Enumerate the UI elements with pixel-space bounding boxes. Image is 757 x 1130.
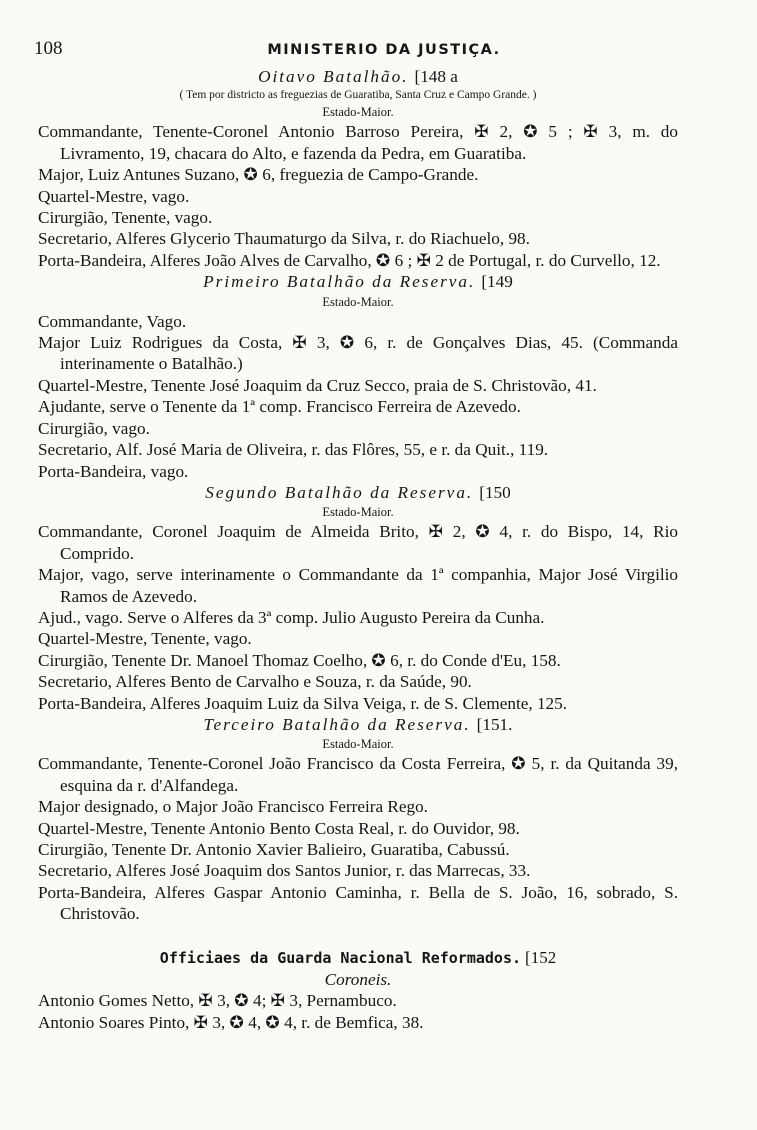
section-subtitle: Estado-Maior. bbox=[322, 105, 394, 120]
section-primeiro-batalhao-reserva bbox=[38, 271, 678, 482]
entry: Secretario, Alferes Glycerio Thaumaturgo da Silva, r. do Riachuelo, 98. bbox=[38, 229, 530, 249]
section-heading bbox=[38, 947, 678, 969]
section-note: ( Tem por districto as freguezias de Guaratiba, Santa Cruz e Campo Grande. ) bbox=[179, 89, 537, 102]
section-heading bbox=[38, 271, 678, 292]
entry: Antonio Gomes Netto, ✠ 3, ✪ 4; ✠ 3, Pernambuco. bbox=[38, 991, 397, 1011]
section-heading bbox=[38, 66, 678, 87]
section-subtitle: Estado-Maior. bbox=[322, 505, 394, 520]
entry: Major Luiz Rodrigues da Costa, ✠ 3, ✪ 6, r. de Gonçalves Dias, 45. (Commanda interinamente o Batalhão.) bbox=[38, 333, 678, 374]
entry: Cirurgião, Tenente, vago. bbox=[38, 208, 213, 228]
page-number: 108 bbox=[34, 38, 63, 59]
section-heading bbox=[38, 482, 678, 503]
journal-title: MINISTERIO DA JUSTIÇA. bbox=[267, 42, 501, 58]
entry: Major designado, o Major João Francisco Ferreira Rego. bbox=[38, 797, 428, 817]
entry: Quartel-Mestre, Tenente José Joaquim da Cruz Secco, praia de S. Christovão, 41. bbox=[38, 375, 597, 395]
section-officiaes-reformados bbox=[38, 947, 678, 1034]
section-ref: [152 bbox=[525, 947, 557, 967]
section-title: Primeiro Batalhão da Reserva. bbox=[203, 272, 476, 292]
entry: Ajudante, serve o Tenente da 1ª comp. Francisco Ferreira de Azevedo. bbox=[38, 397, 521, 417]
section-title: Oitavo Batalhão. bbox=[258, 67, 409, 86]
section-segundo-batalhao-reserva bbox=[38, 482, 678, 714]
entry: Secretario, Alf. José Maria de Oliveira, r. das Flôres, 55, e r. da Quit., 119. bbox=[38, 440, 549, 460]
page-content bbox=[38, 66, 678, 1033]
section-title: Terceiro Batalhão da Reserva. bbox=[203, 714, 471, 734]
entry: Quartel-Mestre, Tenente Antonio Bento Costa Real, r. do Ouvidor, 98. bbox=[38, 818, 520, 838]
entry: Major, vago, serve interinamente o Commandante da 1ª companhia, Major José Virgilio Ramos de Azevedo. bbox=[38, 565, 678, 606]
entry: Major, Luiz Antunes Suzano, ✪ 6, freguezia de Campo-Grande. bbox=[38, 165, 479, 185]
entry: Porta-Bandeira, vago. bbox=[38, 461, 189, 481]
section-subtitle: Estado-Maior. bbox=[322, 737, 394, 752]
entry: Commandante, Coronel Joaquim de Almeida Brito, ✠ 2, ✪ 4, r. do Bispo, 14, Rio Comprido. bbox=[38, 522, 678, 563]
entry: Porta-Bandeira, Alferes Gaspar Antonio Caminha, r. Bella de S. João, 16, sobrado, S. Christovão. bbox=[38, 882, 678, 924]
section-ref: [151. bbox=[476, 714, 513, 734]
entry: Commandante, Tenente-Coronel João Francisco da Costa Ferreira, ✪ 5, r. da Quitanda 39, esquina da r. d'Alfandega. bbox=[38, 754, 678, 795]
entry: Quartel-Mestre, Tenente, vago. bbox=[38, 629, 252, 649]
section-title: Segundo Batalhão da Reserva. bbox=[205, 482, 474, 502]
running-head bbox=[34, 38, 734, 64]
entry: Ajud., vago. Serve o Alferes da 3ª comp. Julio Augusto Pereira da Cunha. bbox=[38, 607, 545, 627]
section-title: Officiaes da Guarda Nacional Reformados. bbox=[159, 948, 522, 967]
entry: Quartel-Mestre, vago. bbox=[38, 186, 190, 206]
entry: Porta-Bandeira, Alferes João Alves de Carvalho, ✪ 6 ; ✠ 2 de Portugal, r. do Curvello, 12. bbox=[38, 250, 661, 270]
entry: Secretario, Alferes Bento de Carvalho e Souza, r. da Saúde, 90. bbox=[38, 672, 472, 692]
section-terceiro-batalhao-reserva bbox=[38, 714, 678, 925]
section-ref: [150 bbox=[479, 482, 511, 502]
entry: Cirurgião, Tenente Dr. Manoel Thomaz Coelho, ✪ 6, r. do Conde d'Eu, 158. bbox=[38, 650, 561, 670]
section-ref: [148 a bbox=[414, 67, 458, 86]
section-heading bbox=[38, 714, 678, 735]
entry: Cirurgião, vago. bbox=[38, 418, 150, 438]
entry: Commandante, Vago. bbox=[38, 311, 187, 331]
entry: Commandante, Tenente-Coronel Antonio Barroso Pereira, ✠ 2, ✪ 5 ; ✠ 3, m. do Livramento, 19, chacara do Alto, e fazenda da Pedra, em Guaratiba. bbox=[38, 122, 678, 163]
entry: Porta-Bandeira, Alferes Joaquim Luiz da Silva Veiga, r. de S. Clemente, 125. bbox=[38, 693, 568, 713]
section-oitavo-batalhao bbox=[38, 66, 678, 271]
entry: Secretario, Alferes José Joaquim dos Santos Junior, r. das Marrecas, 33. bbox=[38, 861, 531, 881]
section-subtitle: Estado-Maior. bbox=[322, 294, 394, 309]
section-ref: [149 bbox=[481, 272, 513, 292]
entry: Antonio Soares Pinto, ✠ 3, ✪ 4, ✪ 4, r. de Bemfica, 38. bbox=[38, 1012, 424, 1032]
entry: Cirurgião, Tenente Dr. Antonio Xavier Balieiro, Guaratiba, Cabussú. bbox=[38, 840, 510, 859]
section-subtitle: Coroneis. bbox=[324, 970, 392, 990]
